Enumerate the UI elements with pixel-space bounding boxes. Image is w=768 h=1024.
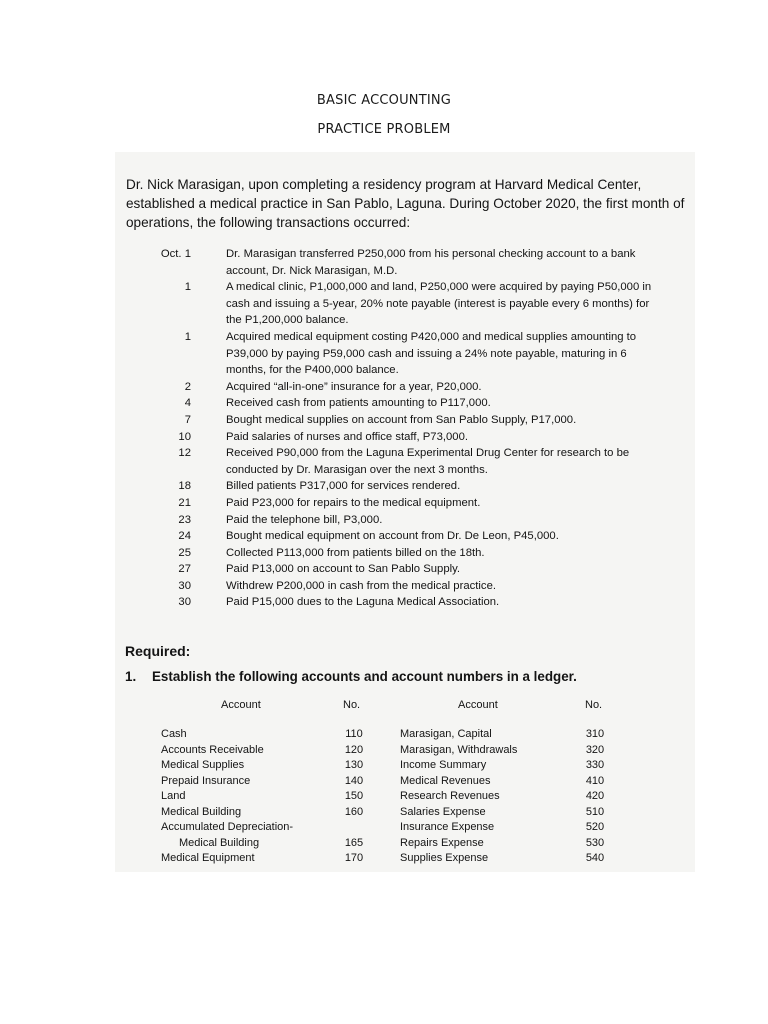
transaction-description: Paid P13,000 on account to San Pablo Supply. (226, 563, 461, 576)
ledger-account-number: 120 (344, 743, 364, 756)
ledger-account-number: 530 (585, 836, 605, 849)
transaction-row (115, 395, 695, 412)
ledger-account-name: Medical Building (179, 836, 260, 849)
ledger-account-name: Insurance Expense (400, 821, 495, 833)
ledger-account-name: Marasigan, Withdrawals (400, 743, 518, 756)
ledger-account-number: 520 (585, 821, 605, 833)
transaction-date: 25 (178, 546, 191, 559)
ledger-header-no-left: No. (343, 699, 361, 711)
ledger-account-number (340, 820, 368, 835)
ledger-account-name: Accounts Receivable (161, 743, 264, 756)
transaction-date: 10 (178, 430, 191, 443)
ledger-account-number: 310 (585, 728, 605, 740)
transaction-date: 30 (178, 579, 191, 592)
document-subtitle: PRACTICE PROBLEM (317, 122, 451, 137)
ledger-account-number: 150 (344, 790, 364, 802)
ledger-account-name: Income Summary (400, 759, 487, 771)
transaction-row (115, 478, 695, 495)
transaction-description: Dr. Marasigan transferred P250,000 from his personal checking account to a bank account, Dr. Nick Marasigan, M.D. (226, 248, 636, 277)
requirement-text: Establish the following accounts and account numbers in a ledger. (152, 669, 577, 684)
requirement-1 (125, 669, 577, 684)
transaction-description: Billed patients P317,000 for services rendered. (226, 480, 461, 493)
ledger-header-no-right: No. (585, 699, 603, 711)
transaction-row (115, 279, 695, 329)
requirement-number: 1. (125, 669, 137, 684)
transaction-row (115, 512, 695, 529)
transaction-description: Withdrew P200,000 in cash from the medical practice. (226, 579, 496, 592)
transaction-description: Bought medical equipment on account from Dr. De Leon, P45,000. (226, 530, 559, 543)
ledger-account-name: Repairs Expense (400, 836, 484, 849)
transaction-description: A medical clinic, P1,000,000 and land, P250,000 were acquired by paying P50,000 in cash and issuing a 5-year, 20% note payable (interest is payable every 6 months) for the P1,200,000 balance. (226, 281, 652, 327)
ledger-account-number: 410 (585, 774, 605, 787)
transaction-row (115, 561, 695, 578)
ledger-account-name: Accumulated Depreciation- (161, 821, 294, 833)
ledger-account-number: 420 (585, 790, 605, 802)
transaction-description: Acquired “all-in-one” insurance for a year, P20,000. (226, 380, 482, 393)
ledger-account-name: Medical Building (161, 805, 242, 818)
ledger-account-number: 170 (344, 852, 364, 864)
transaction-date: 27 (178, 563, 191, 576)
ledger-account-name: Salaries Expense (400, 805, 486, 818)
transaction-row (115, 379, 695, 396)
ledger-account-name: Medical Revenues (400, 774, 491, 787)
ledger-account-number: 510 (585, 805, 605, 818)
transaction-date: 21 (178, 496, 191, 509)
transaction-date: 1 (184, 330, 191, 343)
required-heading: Required: (125, 643, 191, 659)
transaction-description: Received P90,000 from the Laguna Experimental Drug Center for research to be conducted by Dr. Marasigan over the next 3 months. (226, 447, 630, 476)
transaction-description: Paid P15,000 dues to the Laguna Medical Association. (226, 596, 500, 609)
ledger-header-account-right: Account (458, 699, 498, 711)
transaction-date: 18 (178, 480, 191, 493)
transaction-date: 4 (184, 397, 191, 410)
transaction-row (115, 246, 695, 279)
ledger-account-number: 140 (344, 774, 364, 787)
transaction-date: 24 (178, 530, 191, 543)
scanned-problem-image (115, 152, 695, 872)
transaction-description: Acquired medical equipment costing P420,000 and medical supplies amounting to P39,000 by paying P59,000 cash and issuing a 24% note payable, maturing in 6 months, for the P400,000 balance. (226, 330, 637, 377)
transaction-description: Bought medical supplies on account from San Pablo Supply, P17,000. (226, 413, 577, 426)
ledger-account-name: Prepaid Insurance (161, 774, 251, 787)
transaction-row (115, 578, 695, 595)
transaction-row (115, 495, 695, 512)
ledger-account-name: Land (161, 790, 186, 802)
transaction-description: Received cash from patients amounting to P117,000. (226, 397, 491, 410)
ledger-account-name: Marasigan, Capital (400, 728, 492, 740)
problem-intro: Dr. Nick Marasigan, upon completing a residency program at Harvard Medical Center, established a medical practice in San Pablo, Laguna. During October 2020, the first month of operations, the following transactions occurred: (126, 177, 685, 230)
transaction-description: Paid the telephone bill, P3,000. (226, 513, 383, 526)
document-title: BASIC ACCOUNTING (316, 93, 452, 108)
ledger-account-name: Research Revenues (400, 790, 500, 802)
ledger-account-number: 110 (345, 728, 363, 740)
ledger-account-number: 130 (344, 759, 364, 771)
transaction-row (115, 412, 695, 429)
transaction-row (115, 594, 695, 611)
transaction-date: 7 (184, 413, 191, 426)
transaction-date: 23 (178, 513, 191, 526)
transaction-date: 30 (178, 596, 191, 609)
transaction-date: 1 (184, 281, 191, 294)
transaction-date: Oct. 1 (160, 248, 191, 260)
ledger-account-name: Medical Equipment (161, 852, 255, 864)
ledger-account-name: Supplies Expense (400, 852, 489, 864)
ledger-account-name: Cash (161, 728, 187, 740)
ledger-account-number: 330 (585, 759, 605, 771)
transaction-row (115, 445, 695, 478)
ledger-account-number: 320 (585, 743, 605, 756)
transaction-description: Paid P23,000 for repairs to the medical equipment. (226, 496, 481, 509)
transaction-row (115, 545, 695, 562)
ledger-account-name: Medical Supplies (161, 759, 245, 771)
ledger-header-account-left: Account (221, 699, 261, 711)
transaction-date: 12 (178, 447, 191, 460)
transaction-description: Paid salaries of nurses and office staff, P73,000. (226, 430, 468, 443)
ledger-account-number: 160 (344, 805, 364, 818)
ledger-account-number: 165 (344, 836, 364, 849)
transaction-date: 2 (184, 380, 191, 393)
transaction-row (115, 528, 695, 545)
transaction-description: Collected P113,000 from patients billed on the 18th. (226, 546, 485, 559)
transaction-row (115, 329, 695, 379)
ledger-account-number: 540 (585, 852, 605, 864)
transaction-row (115, 429, 695, 446)
transaction-list (115, 246, 695, 611)
